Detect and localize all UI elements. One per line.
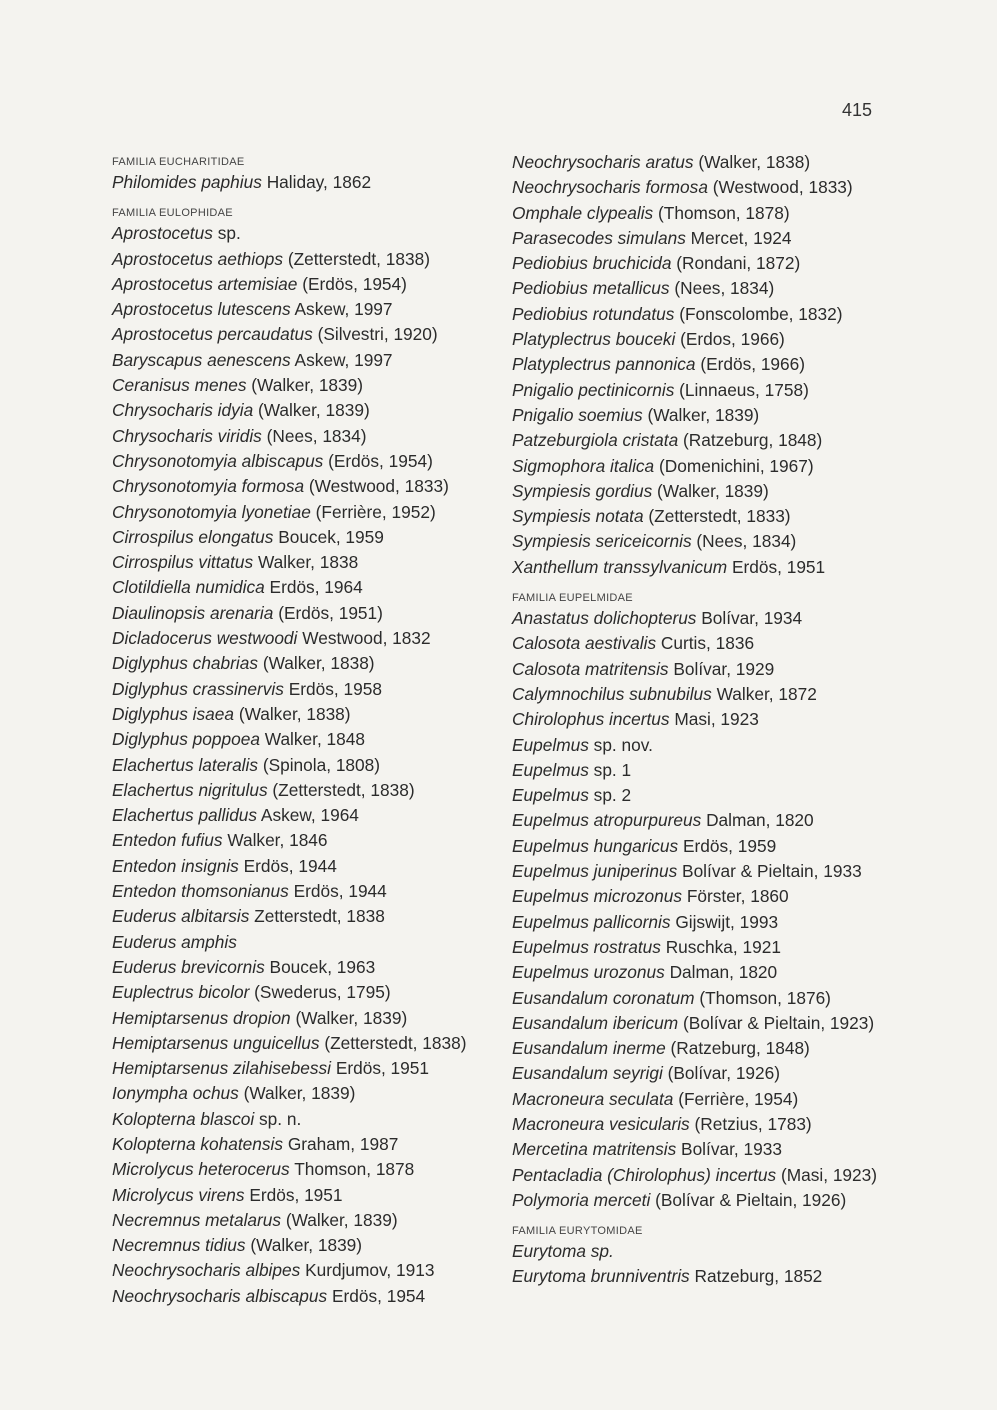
species-name: Parasecodes simulans xyxy=(512,227,686,248)
species-entry xyxy=(112,601,512,626)
species-entry xyxy=(112,828,512,853)
species-entry xyxy=(512,783,912,808)
species-entry xyxy=(512,1112,912,1137)
species-name: Microlycus virens xyxy=(112,1184,245,1205)
species-author: Bolívar, 1929 xyxy=(673,658,775,679)
species-entry xyxy=(112,1183,512,1208)
species-name: Diglyphus poppoea xyxy=(112,729,260,750)
species-entry xyxy=(512,910,912,935)
species-entry xyxy=(112,525,512,550)
species-author: (Swederus, 1795) xyxy=(254,982,391,1003)
species-author: (Zetterstedt, 1838) xyxy=(272,779,415,800)
species-name: Eurytoma sp. xyxy=(512,1241,614,1262)
species-author: (Bolívar, 1926) xyxy=(667,1063,781,1084)
species-author: Förster, 1860 xyxy=(686,886,789,907)
species-name: Eupelmus atropurpureus xyxy=(512,810,702,831)
species-author: Zetterstedt, 1838 xyxy=(254,906,385,927)
species-author: (Walker, 1839) xyxy=(657,480,769,501)
species-entry xyxy=(112,702,512,727)
species-entry xyxy=(512,302,912,327)
species-name: Platyplectrus pannonica xyxy=(512,354,696,375)
species-name: Eupelmus juniperinus xyxy=(512,861,678,882)
species-name: Macroneura vesicularis xyxy=(512,1113,690,1134)
species-author: (Walker, 1839) xyxy=(295,1007,408,1028)
species-name: Elachertus lateralis xyxy=(112,754,258,775)
species-entry xyxy=(512,403,912,428)
species-author: (Zetterstedt, 1838) xyxy=(324,1032,467,1053)
species-name: Diglyphus chabrias xyxy=(112,653,259,674)
species-name: Pentacladia (Chirolophus) incertus xyxy=(512,1164,777,1185)
species-name: Patzeburgiola cristata xyxy=(512,430,679,451)
species-entry xyxy=(112,297,512,322)
species-name: Calymnochilus subnubilus xyxy=(512,683,712,704)
species-author: Kurdjumov, 1913 xyxy=(305,1260,435,1281)
species-entry xyxy=(512,859,912,884)
species-name: Eupelmus rostratus xyxy=(512,936,661,957)
species-entry xyxy=(512,276,912,301)
species-author: (Spinola, 1808) xyxy=(262,754,381,775)
species-entry xyxy=(112,1056,512,1081)
species-name: Aprostocetus aethiops xyxy=(112,248,283,269)
species-author: Bolívar, 1933 xyxy=(681,1139,782,1160)
species-entry xyxy=(512,834,912,859)
species-author: Westwood, 1832 xyxy=(302,628,431,649)
species-entry xyxy=(512,251,912,276)
species-entry xyxy=(512,986,912,1011)
species-name: Eurytoma brunniventris xyxy=(512,1266,690,1287)
species-entry xyxy=(512,1011,912,1036)
species-entry xyxy=(112,424,512,449)
species-author: Mercet, 1924 xyxy=(690,227,792,248)
species-name: Eupelmus microzonus xyxy=(512,886,683,907)
species-entry xyxy=(512,1036,912,1061)
species-author: (Walker, 1838) xyxy=(262,653,375,674)
species-entry xyxy=(112,677,512,702)
species-author: (Erdos, 1966) xyxy=(680,329,785,350)
species-author: Dalman, 1820 xyxy=(706,810,814,831)
species-author: (Nees, 1834) xyxy=(674,278,775,299)
species-name: Eupelmus xyxy=(512,785,589,806)
species-author: (Walker, 1838) xyxy=(238,703,351,724)
species-author: (Walker, 1839) xyxy=(251,375,364,396)
species-entry xyxy=(512,1163,912,1188)
species-entry xyxy=(112,1006,512,1031)
species-author: Ratzeburg, 1852 xyxy=(694,1266,823,1287)
species-author: Erdös, 1944 xyxy=(243,855,337,876)
species-author: sp. 2 xyxy=(593,785,632,806)
species-entry xyxy=(112,550,512,575)
species-name: Entedon fufius xyxy=(112,830,223,851)
species-author: Boucek, 1959 xyxy=(278,526,384,547)
species-author: (Erdös, 1966) xyxy=(700,354,806,375)
species-name: Aprostocetus xyxy=(112,223,213,244)
species-entry xyxy=(112,803,512,828)
species-author: Bolívar, 1934 xyxy=(701,608,803,629)
species-entry xyxy=(512,555,912,580)
species-name: Hemiptarsenus unguicellus xyxy=(112,1032,320,1053)
species-entry xyxy=(512,479,912,504)
species-author: Gijswijt, 1993 xyxy=(675,911,779,932)
species-entry xyxy=(112,1157,512,1182)
species-author: (Thomson, 1876) xyxy=(699,987,831,1008)
species-name: Pnigalio soemius xyxy=(512,404,643,425)
species-author: (Westwood, 1833) xyxy=(308,476,449,497)
species-author: Curtis, 1836 xyxy=(660,633,755,654)
species-author: (Ferrière, 1952) xyxy=(315,501,436,522)
species-author: (Domenichini, 1967) xyxy=(658,455,814,476)
species-name: Euderus amphis xyxy=(112,931,237,952)
species-author: Walker, 1838 xyxy=(257,552,359,573)
species-entry xyxy=(512,454,912,479)
species-entry xyxy=(112,904,512,929)
species-name: Pnigalio pectinicornis xyxy=(512,379,675,400)
species-entry xyxy=(512,504,912,529)
page-number: 415 xyxy=(842,100,873,120)
species-author: (Walker, 1839) xyxy=(258,400,370,421)
species-name: Euderus brevicornis xyxy=(112,956,265,977)
species-name: Entedon insignis xyxy=(112,855,239,876)
species-entry xyxy=(112,778,512,803)
species-entry xyxy=(512,707,912,732)
species-author: Erdös, 1951 xyxy=(249,1184,343,1205)
species-entry xyxy=(512,884,912,909)
species-entry xyxy=(112,398,512,423)
species-name: Pediobius bruchicida xyxy=(512,253,672,274)
species-author: Askew, 1964 xyxy=(260,805,359,826)
species-author: Askew, 1997 xyxy=(294,349,393,370)
species-entry xyxy=(112,879,512,904)
species-name: Aprostocetus percaudatus xyxy=(112,324,313,345)
species-author: Thomson, 1878 xyxy=(294,1159,415,1180)
species-entry xyxy=(112,1132,512,1157)
species-name: Entedon thomsonianus xyxy=(112,881,289,902)
species-entry xyxy=(112,221,512,246)
species-name: Neochrysocharis formosa xyxy=(512,177,708,198)
family-heading: FAMILIA EUPELMIDAE xyxy=(512,592,633,605)
species-entry xyxy=(512,1264,912,1289)
species-author: Dalman, 1820 xyxy=(669,962,778,983)
species-entry xyxy=(512,327,912,352)
species-entry xyxy=(112,1208,512,1233)
species-name: Pediobius metallicus xyxy=(512,278,670,299)
species-entry xyxy=(512,226,912,251)
species-name: Diaulinopsis arenaria xyxy=(112,602,274,623)
species-name: Xanthellum transsylvanicum xyxy=(512,556,728,577)
species-author: (Fonscolombe, 1832) xyxy=(679,303,843,324)
species-author: (Zetterstedt, 1833) xyxy=(648,506,791,527)
species-name: Euderus albitarsis xyxy=(112,906,250,927)
species-entry xyxy=(512,631,912,656)
species-entry xyxy=(512,1239,912,1264)
species-author: (Bolívar & Pieltain, 1923) xyxy=(682,1012,875,1033)
species-name: Chrysocharis idyia xyxy=(112,400,254,421)
species-entry xyxy=(512,1087,912,1112)
species-name: Anastatus dolichopterus xyxy=(512,608,697,629)
species-name: Eusandalum seyrigi xyxy=(512,1063,663,1084)
species-name: Necremnus tidius xyxy=(112,1235,246,1256)
species-author: (Thomson, 1878) xyxy=(658,202,790,223)
species-name: Pediobius rotundatus xyxy=(512,303,675,324)
species-author: (Rondani, 1872) xyxy=(676,253,801,274)
species-author: (Walker, 1839) xyxy=(285,1209,398,1230)
species-name: Sympiesis gordius xyxy=(512,480,653,501)
species-entry xyxy=(512,960,912,985)
species-author: (Zetterstedt, 1838) xyxy=(287,248,430,269)
species-name: Eupelmus xyxy=(512,734,589,755)
species-entry xyxy=(512,1061,912,1086)
species-entry xyxy=(512,758,912,783)
species-name: Cirrospilus elongatus xyxy=(112,526,274,547)
species-name: Macroneura seculata xyxy=(512,1088,674,1109)
species-entry xyxy=(512,1188,912,1213)
species-entry xyxy=(112,753,512,778)
species-entry xyxy=(112,854,512,879)
species-name: Eusandalum ibericum xyxy=(512,1012,679,1033)
species-entry xyxy=(112,651,512,676)
species-entry xyxy=(112,272,512,297)
species-entry xyxy=(112,955,512,980)
species-entry xyxy=(512,935,912,960)
species-name: Sympiesis notata xyxy=(512,506,644,527)
species-author: (Ferrière, 1954) xyxy=(678,1088,799,1109)
species-author: Walker, 1848 xyxy=(264,729,365,750)
species-entry xyxy=(512,150,912,175)
species-entry xyxy=(112,727,512,752)
species-entry xyxy=(112,626,512,651)
species-name: Baryscapus aenescens xyxy=(112,349,291,370)
species-entry xyxy=(512,428,912,453)
species-entry xyxy=(112,170,512,195)
species-entry xyxy=(112,1284,512,1309)
species-name: Sympiesis sericeicornis xyxy=(512,531,692,552)
species-entry xyxy=(512,1137,912,1162)
species-entry xyxy=(112,247,512,272)
species-author: sp. 1 xyxy=(593,759,632,780)
species-name: Hemiptarsenus dropion xyxy=(112,1007,291,1028)
species-author: (Retzius, 1783) xyxy=(694,1113,812,1134)
species-name: Chrysonotomyia albiscapus xyxy=(112,450,324,471)
species-name: Cirrospilus vittatus xyxy=(112,552,254,573)
species-entry xyxy=(112,474,512,499)
species-entry xyxy=(512,201,912,226)
species-name: Philomides paphius xyxy=(112,172,262,192)
species-entry xyxy=(112,322,512,347)
species-author: Erdös, 1954 xyxy=(331,1285,426,1306)
species-author: Walker, 1846 xyxy=(227,830,328,851)
species-name: Clotildiella numidica xyxy=(112,577,265,598)
species-entry xyxy=(112,449,512,474)
species-entry xyxy=(112,1107,512,1132)
species-author: (Bolívar & Pieltain, 1926) xyxy=(655,1189,847,1210)
right-column xyxy=(512,150,912,1290)
species-entry xyxy=(512,733,912,758)
species-author: (Walker, 1839) xyxy=(647,404,760,425)
species-entry xyxy=(512,682,912,707)
species-author: (Erdös, 1954) xyxy=(302,273,407,294)
species-name: Platyplectrus bouceki xyxy=(512,329,676,350)
species-entry xyxy=(112,1031,512,1056)
family-heading: FAMILIA EUCHARITIDAE xyxy=(112,156,245,168)
species-author: Masi, 1923 xyxy=(674,709,759,730)
species-name: Chirolophus incertus xyxy=(512,709,670,730)
species-entry xyxy=(112,373,512,398)
species-author: Walker, 1872 xyxy=(716,683,817,704)
species-name: Chrysonotomyia lyonetiae xyxy=(112,501,311,522)
species-entry xyxy=(512,657,912,682)
species-name: Diglyphus isaea xyxy=(112,703,234,724)
species-name: Omphale clypealis xyxy=(512,202,654,223)
species-entry xyxy=(512,378,912,403)
species-name: Elachertus nigritulus xyxy=(112,779,268,800)
species-entry xyxy=(512,352,912,377)
species-author: Haliday, 1862 xyxy=(266,172,372,192)
species-name: Eupelmus hungaricus xyxy=(512,835,679,856)
species-author: Erdös, 1951 xyxy=(731,556,826,577)
species-name: Aprostocetus artemisiae xyxy=(112,273,298,294)
species-author: Askew, 1997 xyxy=(294,299,393,320)
species-author: (Ratzeburg, 1848) xyxy=(670,1038,810,1059)
species-name: Neochrysocharis aratus xyxy=(512,152,694,172)
species-name: Chrysonotomyia formosa xyxy=(112,476,305,497)
species-name: Eusandalum inerme xyxy=(512,1038,666,1059)
species-name: Diglyphus crassinervis xyxy=(112,678,284,699)
species-author: (Nees, 1834) xyxy=(696,531,797,552)
species-author: Ruschka, 1921 xyxy=(665,936,781,957)
species-author: (Linnaeus, 1758) xyxy=(679,379,809,400)
species-name: Eupelmus urozonus xyxy=(512,962,665,983)
species-author: sp. n. xyxy=(259,1108,302,1129)
species-author: Erdös, 1959 xyxy=(683,835,777,856)
species-entry xyxy=(112,1233,512,1258)
left-column xyxy=(112,150,512,1309)
species-name: Polymoria merceti xyxy=(512,1189,651,1210)
species-name: Dicladocerus westwoodi xyxy=(112,628,298,649)
species-entry xyxy=(112,930,512,955)
species-name: Aprostocetus lutescens xyxy=(112,299,291,320)
species-entry xyxy=(512,808,912,833)
species-name: Calosota aestivalis xyxy=(512,633,657,654)
species-name: Microlycus heterocerus xyxy=(112,1159,290,1180)
species-entry xyxy=(112,575,512,600)
species-author: (Nees, 1834) xyxy=(266,425,367,446)
species-author: Graham, 1987 xyxy=(287,1133,399,1154)
species-name: Eupelmus xyxy=(512,759,589,780)
species-name: Mercetina matritensis xyxy=(512,1139,677,1160)
species-entry xyxy=(112,348,512,373)
species-author: (Erdös, 1954) xyxy=(328,450,433,471)
family-heading: FAMILIA EULOPHIDAE xyxy=(112,207,233,220)
species-author: (Masi, 1923) xyxy=(780,1164,878,1185)
species-author: Erdös, 1964 xyxy=(269,577,363,598)
species-entry xyxy=(512,606,912,631)
species-author: (Walker, 1839) xyxy=(243,1083,356,1104)
species-author: Boucek, 1963 xyxy=(269,956,376,977)
species-name: Chrysocharis viridis xyxy=(112,425,262,446)
species-name: Calosota matritensis xyxy=(512,658,669,679)
species-entry xyxy=(512,175,912,200)
species-name: Necremnus metalarus xyxy=(112,1209,282,1230)
species-name: Neochrysocharis albiscapus xyxy=(112,1285,328,1306)
species-name: Sigmophora italica xyxy=(512,455,655,476)
family-heading: FAMILIA EURYTOMIDAE xyxy=(512,1225,643,1238)
species-author: (Ratzeburg, 1848) xyxy=(683,430,823,451)
species-name: Eupelmus pallicornis xyxy=(512,911,671,932)
species-entry xyxy=(112,1258,512,1283)
species-entry xyxy=(112,980,512,1005)
species-name: Hemiptarsenus zilahisebessi xyxy=(112,1058,331,1079)
species-author: (Silvestri, 1920) xyxy=(317,324,438,345)
species-author: (Walker, 1838) xyxy=(698,152,811,172)
species-author: (Erdös, 1951) xyxy=(278,602,383,623)
species-entry xyxy=(512,529,912,554)
species-name: Kolopterna blascoi xyxy=(112,1108,255,1129)
species-name: Eusandalum coronatum xyxy=(512,987,695,1008)
species-author: sp. xyxy=(217,223,241,244)
species-author: Erdös, 1951 xyxy=(335,1058,430,1079)
species-entry xyxy=(112,500,512,525)
species-name: Elachertus pallidus xyxy=(112,805,258,826)
species-name: Euplectrus bicolor xyxy=(112,982,250,1003)
species-entry xyxy=(112,1081,512,1106)
species-name: Neochrysocharis albipes xyxy=(112,1260,301,1281)
species-author: Bolívar & Pieltain, 1933 xyxy=(682,861,862,882)
species-name: Ionympha ochus xyxy=(112,1083,239,1104)
species-author: (Walker, 1839) xyxy=(250,1235,363,1256)
species-author: Erdös, 1958 xyxy=(288,678,382,699)
species-author: sp. nov. xyxy=(593,734,653,755)
species-name: Ceranisus menes xyxy=(112,375,247,396)
species-author: (Westwood, 1833) xyxy=(712,177,853,198)
species-name: Kolopterna kohatensis xyxy=(112,1133,284,1154)
species-author: Erdös, 1944 xyxy=(293,881,387,902)
